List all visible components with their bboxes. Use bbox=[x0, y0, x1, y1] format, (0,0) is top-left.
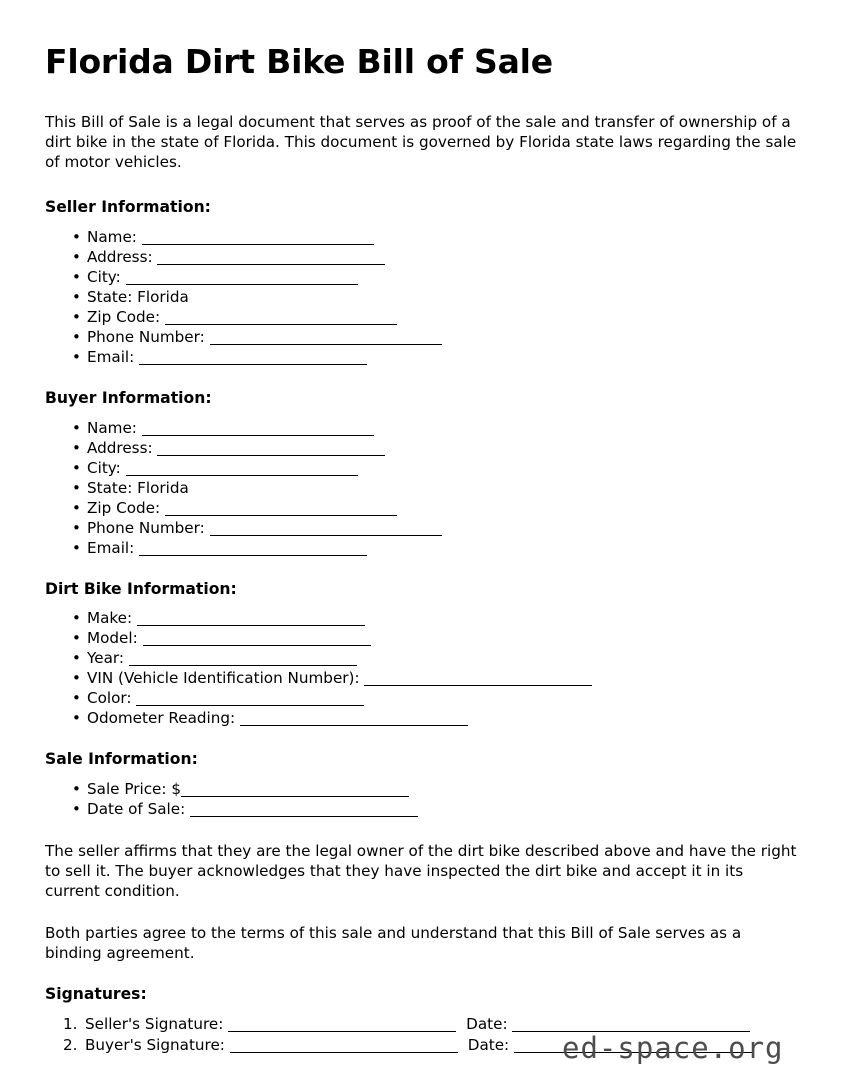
list-item bbox=[87, 327, 799, 347]
affirmation-block bbox=[45, 841, 799, 901]
agreement-block bbox=[45, 923, 799, 963]
list-item bbox=[87, 708, 799, 728]
field-label: State: bbox=[87, 288, 133, 306]
buyer-information-list bbox=[45, 418, 799, 558]
field-label: Model: bbox=[87, 629, 138, 648]
field-blank[interactable] bbox=[143, 632, 371, 646]
field-value: Florida bbox=[137, 288, 189, 306]
date-of-sale-label: Date of Sale: bbox=[87, 800, 186, 819]
dirt-bike-information-heading: Dirt Bike Information: bbox=[45, 579, 237, 598]
list-item bbox=[87, 518, 799, 538]
field-blank[interactable] bbox=[129, 652, 357, 666]
list-item bbox=[87, 287, 799, 307]
seller-signature-blank[interactable] bbox=[228, 1018, 456, 1032]
field-label: VIN (Vehicle Identification Number): bbox=[87, 669, 360, 688]
date-of-sale-blank[interactable] bbox=[190, 803, 418, 817]
field-label: Odometer Reading: bbox=[87, 709, 236, 728]
field-blank[interactable] bbox=[142, 422, 374, 436]
buyer-date-label: Date: bbox=[467, 1035, 510, 1054]
list-item bbox=[87, 347, 799, 367]
sale-information-list bbox=[45, 779, 799, 819]
list-item bbox=[87, 648, 799, 668]
list-item bbox=[87, 247, 799, 267]
buyer-information-heading: Buyer Information: bbox=[45, 389, 212, 407]
seller-signature-label: Seller's Signature: bbox=[85, 1014, 224, 1033]
field-blank[interactable] bbox=[126, 271, 358, 285]
affirmation-paragraph: The seller affirms that they are the legal owner of the dirt bike described above and have the right to sell it. The buyer acknowledges that they have inspected the dirt bike and accept it in its current condition. bbox=[45, 842, 797, 901]
field-label: State: bbox=[87, 478, 133, 497]
list-item bbox=[87, 668, 799, 688]
field-blank[interactable] bbox=[142, 231, 374, 245]
field-value: Florida bbox=[137, 478, 189, 497]
list-item bbox=[87, 688, 799, 708]
field-blank[interactable] bbox=[210, 331, 442, 345]
field-blank[interactable] bbox=[165, 311, 397, 325]
list-item bbox=[87, 458, 799, 478]
sale-price-label: Sale Price: $ bbox=[87, 780, 181, 799]
field-blank[interactable] bbox=[210, 522, 442, 536]
field-label: Address: bbox=[87, 438, 153, 457]
field-blank[interactable] bbox=[139, 351, 367, 365]
field-label: Address: bbox=[87, 248, 153, 266]
list-item bbox=[87, 478, 799, 498]
field-blank[interactable] bbox=[139, 542, 367, 556]
field-blank[interactable] bbox=[364, 672, 592, 686]
list-item bbox=[87, 227, 799, 247]
list-item bbox=[87, 538, 799, 558]
buyer-signature-label: Buyer's Signature: bbox=[85, 1035, 225, 1054]
page-title: Florida Dirt Bike Bill of Sale bbox=[45, 42, 553, 81]
list-item bbox=[87, 779, 799, 799]
list-item bbox=[87, 799, 799, 819]
field-label: City: bbox=[87, 458, 121, 477]
list-item bbox=[87, 498, 799, 518]
field-blank[interactable] bbox=[136, 692, 364, 706]
list-item bbox=[87, 438, 799, 458]
field-label: Email: bbox=[87, 348, 135, 366]
seller-information-heading: Seller Information: bbox=[45, 198, 211, 217]
sale-information-heading: Sale Information: bbox=[45, 750, 198, 769]
field-label: City: bbox=[87, 268, 121, 286]
field-label: Email: bbox=[87, 538, 135, 557]
signatures-heading: Signatures: bbox=[45, 985, 147, 1004]
intro-paragraph: This Bill of Sale is a legal document that serves as proof of the sale and transfer of ownership of a dirt bike in the state of Florida. This document is governed by Florida state laws regarding the sale of motor vehicles. bbox=[45, 113, 797, 172]
seller-date-label: Date: bbox=[466, 1014, 508, 1033]
field-blank[interactable] bbox=[240, 712, 468, 726]
seller-information-list bbox=[45, 227, 799, 367]
field-label: Zip Code: bbox=[87, 498, 161, 517]
field-label: Phone Number: bbox=[87, 518, 205, 537]
list-item bbox=[87, 628, 799, 648]
buyer-signature-blank[interactable] bbox=[230, 1039, 458, 1053]
field-label: Year: bbox=[87, 649, 125, 668]
list-item bbox=[87, 608, 799, 628]
dirt-bike-information-list bbox=[45, 608, 799, 728]
field-label: Name: bbox=[87, 418, 137, 437]
field-label: Zip Code: bbox=[87, 308, 161, 326]
agreement-paragraph: Both parties agree to the terms of this sale and understand that this Bill of Sale serves as a binding agreement. bbox=[45, 924, 742, 963]
field-label: Make: bbox=[87, 609, 133, 628]
field-blank[interactable] bbox=[165, 502, 397, 516]
document-content bbox=[45, 44, 799, 1056]
seller-date-blank[interactable] bbox=[512, 1018, 750, 1032]
field-blank[interactable] bbox=[126, 462, 358, 476]
field-label: Phone Number: bbox=[87, 328, 205, 346]
field-blank[interactable] bbox=[137, 612, 365, 626]
field-label: Name: bbox=[87, 228, 137, 246]
list-item bbox=[87, 307, 799, 327]
sale-price-blank[interactable] bbox=[181, 783, 409, 797]
list-item bbox=[87, 418, 799, 438]
field-label: Color: bbox=[87, 689, 132, 708]
list-item bbox=[87, 267, 799, 287]
watermark: ed-space.org bbox=[562, 1031, 784, 1065]
field-blank[interactable] bbox=[157, 251, 385, 265]
field-blank[interactable] bbox=[157, 442, 385, 456]
